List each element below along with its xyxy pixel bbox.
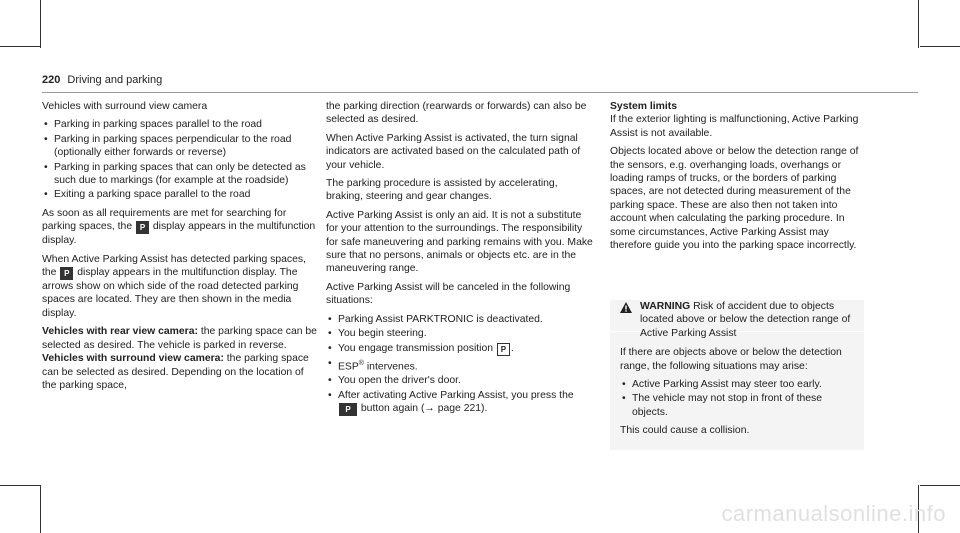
list-item: • ESP® intervenes. — [326, 357, 596, 374]
paragraph: Vehicles with surround view camera: the parking space can be selected as desired. Depending on the location of the parking space, — [42, 353, 309, 391]
warning-label: WARNING — [640, 301, 691, 312]
crop-mark — [0, 46, 40, 47]
list-item: • Parking in parking spaces perpendicular to the road (optionally either forwards or reverse) — [42, 133, 320, 160]
parking-arrows-symbol-icon: P — [60, 267, 73, 280]
page-number: 220 — [42, 74, 61, 86]
cancel-situations-list — [326, 313, 596, 417]
parking-button-icon: P — [339, 403, 357, 416]
crop-mark — [40, 0, 41, 48]
gear-p-symbol-icon: P — [497, 343, 510, 356]
crop-mark — [920, 46, 960, 47]
parking-types-list — [42, 118, 320, 201]
column-3 — [610, 100, 864, 257]
list-item: • After activating Active Parking Assist, you press the P button again (→ page 221). — [326, 389, 596, 416]
parking-symbol-icon: P — [136, 221, 149, 234]
list-item: • Active Parking Assist may steer too early. — [620, 378, 860, 391]
section-title: Driving and parking — [67, 74, 163, 86]
paragraph: When Active Parking Assist is activated, the turn signal indicators are activated based on the calculated path of your vehicle. — [326, 132, 581, 171]
list-item: • You open the driver's door. — [326, 374, 596, 387]
paragraph: Vehicles with rear view camera: the parking space can be selected as desired. The vehicle is parked in reverse. — [42, 326, 317, 351]
section-heading: System limits — [610, 101, 677, 112]
list-item: • The vehicle may not stop in front of these objects. — [620, 392, 860, 419]
paragraph: If there are objects above or below the detection range, the following situations may arise: — [620, 347, 842, 372]
page-header — [42, 74, 162, 86]
intro-text: Vehicles with surround view camera — [42, 101, 208, 112]
list-item: • You begin steering. — [326, 327, 596, 340]
header-divider — [42, 92, 918, 93]
watermark: carmanualsonline.info — [721, 501, 946, 526]
column-2 — [326, 100, 596, 421]
paragraph: Active Parking Assist is only an aid. It is not a substitute for your attention to the surroundings. The responsibility for safe maneuvering and parking remains with you. Make sure that no persons, animals or objects etc. are in the maneuvering range. — [326, 209, 593, 275]
warning-title: Risk of accident due to objects located above or below the detection range of Active Parking Assist — [640, 301, 851, 339]
paragraph: As soon as all requirements are met for searching for parking spaces, the P display appears in the multifunction display. — [42, 207, 316, 247]
paragraph: This could cause a collision. — [620, 425, 750, 437]
warning-list — [620, 378, 860, 419]
warning-content — [620, 300, 860, 443]
paragraph: Objects located above or below the detection range of the sensors, e.g. overhanging loads, overhangs or loading ramps of trucks, or the borders of parking spaces, are not detected during measurement of the parking space. These are also then not taken into account when calculating the parking procedure. In some circumstances, Active Parking Assist may therefore guide you into the parking space incorrectly. — [610, 146, 859, 252]
list-item: • Parking in parking spaces parallel to the road — [42, 118, 320, 131]
crop-mark — [918, 0, 919, 48]
warning-triangle-icon — [620, 302, 632, 313]
paragraph: If the exterior lighting is malfunctioning, Active Parking Assist is not available. — [610, 114, 859, 139]
crop-mark — [0, 485, 40, 486]
list-item: • Parking in parking spaces that can only be detected as such due to markings (for example at the roadside) — [42, 161, 320, 188]
paragraph: Active Parking Assist will be canceled in the following situations: — [326, 281, 571, 307]
paragraph: the parking direction (rearwards or forwards) can also be selected as desired. — [326, 101, 587, 126]
list-item: • Parking Assist PARKTRONIC is deactivated. — [326, 313, 596, 326]
column-1 — [42, 100, 320, 397]
list-item: • Exiting a parking space parallel to the road — [42, 188, 320, 201]
crop-mark — [40, 485, 41, 533]
paragraph: The parking procedure is assisted by accelerating, braking, steering and gear changes. — [326, 178, 558, 203]
list-item: • You engage transmission position P . — [326, 342, 596, 356]
paragraph: When Active Parking Assist has detected parking spaces, the P display appears in the multifunction display. The arrows show on which side of the road detected parking spaces are located. They are then shown in the media display. — [42, 253, 306, 319]
crop-mark — [920, 485, 960, 486]
